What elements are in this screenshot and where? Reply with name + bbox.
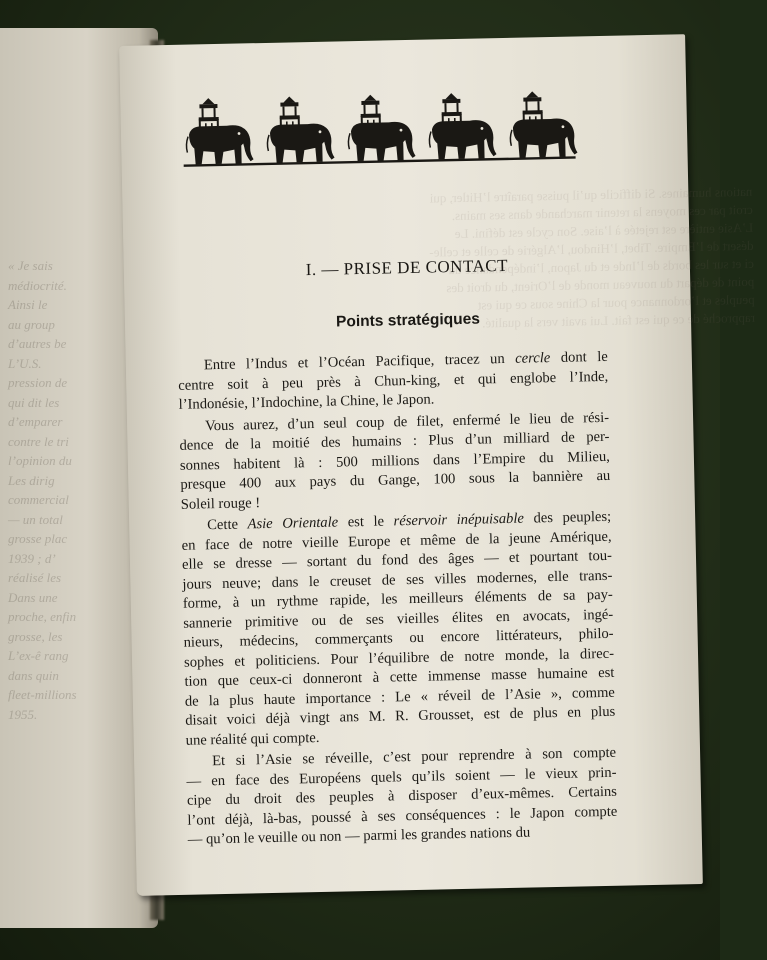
left-page-text-fragment: dans quin [8, 667, 59, 683]
left-page-text-fragment: « Je sais [8, 258, 53, 273]
left-page-text-fragment: grosse plac [8, 531, 68, 546]
text-line: sannerie primitive ou de ses vieilles élites en avocats, ingé- [183, 606, 614, 632]
left-page-text-fragment: d’autres be [8, 336, 67, 351]
left-page-text-fragment: l’opinion du [8, 453, 72, 468]
body-text [178, 348, 618, 852]
text-line: forme, à un rythme rapide, les meilleurs éléments de sa pay- [182, 586, 613, 612]
left-page-text-fragment: L’U.S. [8, 355, 42, 371]
text-line: sonnes habitent là : 500 millions dans l’Empire du Milieu, [179, 448, 611, 474]
text-line: Et si l’Asie se réveille, c’est pour reprendre à son compte [211, 744, 617, 770]
text-line: Soleil rouge ! [180, 494, 261, 513]
left-page-text-fragment: L’ex-ê rang [8, 648, 69, 663]
text-line: tion que ceux-ci donneront à cette immense masse humaine est [184, 664, 615, 690]
left-page-text-fragment: qui dit les [8, 394, 60, 410]
left-page-text-fragment: Dans une [8, 589, 58, 605]
text-line: une réalité qui compte. [185, 729, 320, 749]
left-page-text-fragment: fleet-millions [8, 687, 77, 702]
left-page-text-fragment: médiocrité. [8, 277, 67, 293]
text-line: — qu’on le veuille ou non — parmi les grandes nations du [187, 824, 531, 848]
chapter-title: I. — PRISE DE CONTACT [305, 255, 509, 280]
left-page-text-fragment: au group [8, 316, 55, 332]
left-page-text-fragment: proche, enfin [8, 609, 77, 624]
left-page-text-fragment: réalisé les [8, 570, 62, 585]
left-page-text-fragment: contre le tri [8, 433, 69, 449]
left-page-text-fragment: grosse, les [8, 628, 63, 644]
text-line: presque 400 aux pays du Gange, 100 sous la bannière au [180, 467, 611, 493]
text-line: Vous aurez, d’un seul coup de filet, enfermé le lieu de rési- [204, 409, 610, 434]
left-page-text-fragment: d’emparer [8, 414, 63, 429]
right-page [119, 34, 756, 896]
text-line: l’ont déjà, là-bas, poussé à ses conséquences : le Japon compte [187, 803, 618, 829]
left-page-text-fragment: Les dirig [8, 472, 55, 488]
text-line: l’Indonésie, l’Indochine, la Chine, le Japon. [178, 391, 435, 413]
section-title: Points stratégiques [335, 310, 481, 331]
left-page-text-fragment: commercial [8, 492, 69, 507]
text-line: sophes et politiciens. Pour l’équilibre de notre monde, la direc- [183, 645, 615, 671]
text-line: cipe du droit des peuples à disposer d’eux-mêmes. Certains [186, 783, 618, 809]
elephant-frieze-icon [182, 89, 576, 177]
text-line: nieurs, médecins, commerçants ou encore littérateurs, philo- [183, 625, 614, 651]
text-line: Cette Asie Orientale est le réservoir inépuisable des peuples; [207, 508, 612, 534]
left-page-text-fragment: 1939 ; d’ [8, 550, 56, 566]
text-line: jours neuve; dans le creuset de ses villes modernes, elle trans- [182, 567, 613, 593]
text-line: de la plus haute importance : Le « réveil de l’Asie », comme [184, 684, 615, 710]
paragraph [186, 744, 618, 850]
paragraph [181, 508, 616, 751]
bleed-through-text: nations humaines. Si difficile qu’il puisse paraître l’Hitler, qui croit par ces moyens la retenir marchande dans ses mains. L’Asie entière est rejetée à l’aise. Son cycle est défini. Le désert de l’Empire. Tibet, l’Hindou, l’Algérie de celle et celle-ci et sur les bords de l’Inde et du Japon, l’indépendance du point de départ du nouveau monde de l’Orient, du droit des peuples et l’ordonnance pour la Chine sous ce qui est rapproché de ce qui est fait. Lui avait vers la qualité. [429, 183, 756, 331]
text-line: — en face des Européens quels qu’ils soient — le vieux prin- [186, 764, 617, 790]
text-line: dence de la moitié des humains : Plus d’un milliard de per- [179, 428, 610, 454]
text-line: elle se dresse — sortant du fond des âges — et pourtant tou- [181, 547, 613, 573]
text-line: en face de notre vieille Europe et même de la jeune Amérique, [181, 528, 612, 554]
left-page-text-fragment: Ainsi le [8, 297, 48, 312]
left-page-text-fragment: pression de [8, 375, 68, 390]
left-page-text-fragment: — un total [8, 511, 63, 527]
text-line: centre soit à peu près à Chun-king, et qui englobe l’Inde, [178, 368, 609, 394]
text-line: Entre l’Indus et l’Océan Pacifique, tracez un cercle dont le [203, 348, 608, 374]
paragraph [179, 408, 611, 514]
text-line: disait voici déjà vingt ans M. R. Grousset, est de plus en plus [185, 703, 616, 729]
left-page-text-fragment: 1955. [8, 706, 38, 722]
paragraph [178, 348, 609, 415]
